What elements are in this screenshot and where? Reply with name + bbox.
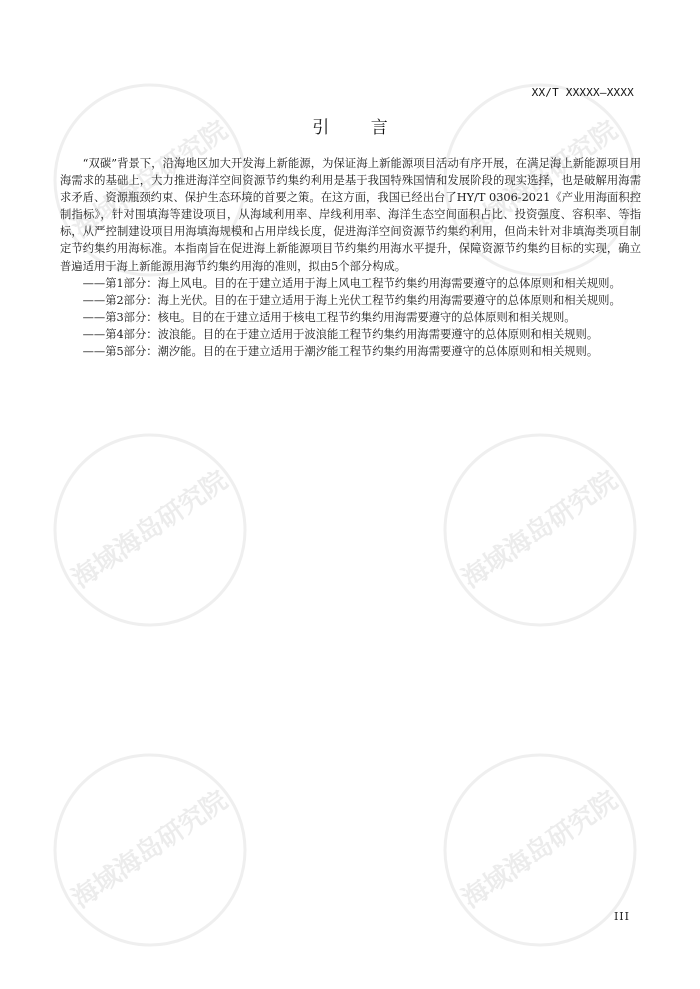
svg-text:海域海岛研究院: 海域海岛研究院 xyxy=(456,785,624,915)
part-item-2: ——第2部分：海上光伏。目的在于建立适用于海上光伏工程节约集约用海需要遵守的总体原则和相关规则。 xyxy=(82,293,621,307)
part-item-4: ——第4部分：波浪能。目的在于建立适用于波浪能工程节约集约用海需要遵守的总体原则和相关规则。 xyxy=(82,327,599,341)
svg-text:海域海岛研究院: 海域海岛研究院 xyxy=(456,465,624,595)
document-body xyxy=(60,155,641,360)
svg-text:海域海岛研究院: 海域海岛研究院 xyxy=(456,115,624,245)
watermark-stamp xyxy=(40,420,260,640)
part-item-1: ——第1部分：海上风电。目的在于建立适用于海上风电工程节约集约用海需要遵守的总体原则和相关规则。 xyxy=(82,276,621,290)
part-item-5: ——第5部分：潮汐能。目的在于建立适用于潮汐能工程节约集约用海需要遵守的总体原则和相关规则。 xyxy=(82,345,599,359)
watermark-stamp xyxy=(430,420,650,640)
intro-paragraph: “双碳”背景下，沿海地区加大开发海上新能源，为保证海上新能源项目活动有序开展，在满足海上新能源项目用海需求的基础上，大力推进海洋空间资源节约集约利用是基于我国特殊国情和发展阶段的现实选择，也是破解用海需求矛盾、资源瓶颈约束、保护生态环境的首要之策。在这方面，我国已经出台了HY/T 0306-2021《产业用海面积控制指标》，针对围填海等建设项目，从海域利用率、岸线利用率、海洋生态空间面积占比、投资强度、容积率、等指标，从严控制建设项目用海填海规模和占用岸线长度，促进海洋空间资源节约集约利用，但尚未针对非填海类项目制定节约集约用海标准。本指南旨在促进海上新能源项目节约集约用海水平提升，保障资源节约集约目标的实现，确立普遍适用于海上新能源用海节约集约用海的准则，拟由5个部分构成。 xyxy=(60,157,641,273)
svg-text:海域海岛研究院: 海域海岛研究院 xyxy=(66,785,234,915)
page-number: III xyxy=(613,910,630,923)
page-title: 引 言 xyxy=(312,118,406,138)
part-item-3: ——第3部分：核电。目的在于建立适用于核电工程节约集约用海需要遵守的总体原则和相关规则。 xyxy=(82,310,576,324)
watermark-stamp xyxy=(40,740,260,960)
svg-text:海域海岛研究院: 海域海岛研究院 xyxy=(66,115,234,245)
svg-text:海域海岛研究院: 海域海岛研究院 xyxy=(66,465,234,595)
standard-code: XX/T XXXXX—XXXX xyxy=(531,86,634,99)
watermark-stamp xyxy=(430,740,650,960)
